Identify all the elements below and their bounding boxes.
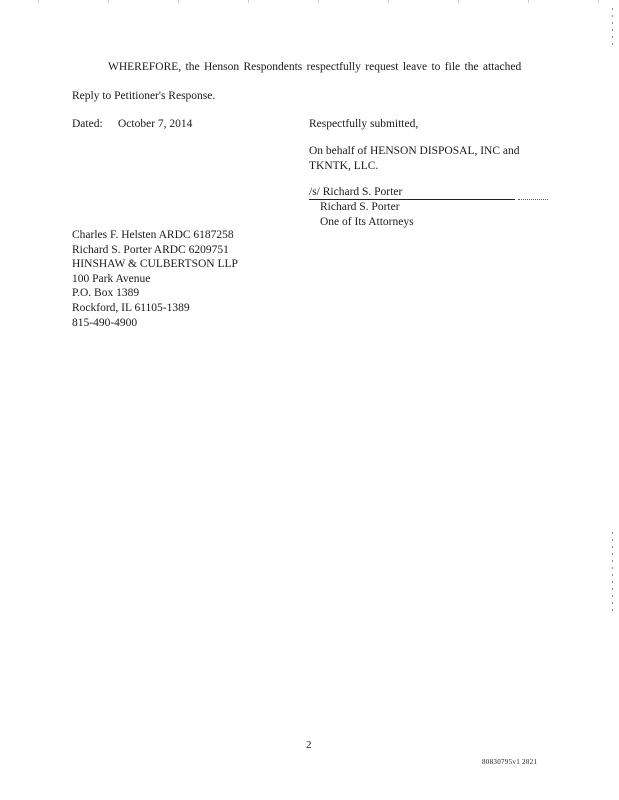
behalf-line2: TKNTK, LLC. (309, 160, 379, 172)
wherefore-paragraph-line1: WHEREFORE, the Henson Respondents respectfully request leave to file the attached (108, 61, 522, 73)
address-line: Richard S. Porter ARDC 6209751 (72, 243, 229, 256)
respectfully-submitted: Respectfully submitted, (309, 118, 419, 130)
address-line: 815-490-4900 (72, 316, 138, 329)
signature-line-tail (518, 199, 548, 200)
signer-name: Richard S. Porter (320, 201, 400, 213)
document-id: 80830795v1 2821 (482, 758, 538, 766)
address-line: 100 Park Avenue (72, 272, 151, 285)
behalf-line1: On behalf of HENSON DISPOSAL, INC and (309, 145, 520, 157)
address-line: HINSHAW & CULBERTSON LLP (72, 258, 238, 271)
scan-noise-top (0, 0, 619, 3)
dated-label: Dated: (72, 118, 103, 130)
dated-value: October 7, 2014 (118, 118, 193, 130)
signer-block (320, 200, 414, 229)
page-number: 2 (306, 739, 312, 751)
wherefore-paragraph-line2: Reply to Petitioner's Response. (72, 90, 216, 102)
electronic-signature: /s/ Richard S. Porter (309, 186, 403, 198)
on-behalf-block (309, 144, 520, 174)
attorney-address-block (72, 228, 238, 330)
address-line: Rockford, IL 61105-1389 (72, 301, 190, 314)
scan-noise-edge-bottom (612, 532, 613, 612)
address-line: Charles F. Helsten ARDC 6187258 (72, 229, 234, 241)
address-line: P.O. Box 1389 (72, 287, 140, 300)
signer-title: One of Its Attorneys (320, 215, 414, 228)
scan-noise-edge-top (612, 8, 613, 46)
